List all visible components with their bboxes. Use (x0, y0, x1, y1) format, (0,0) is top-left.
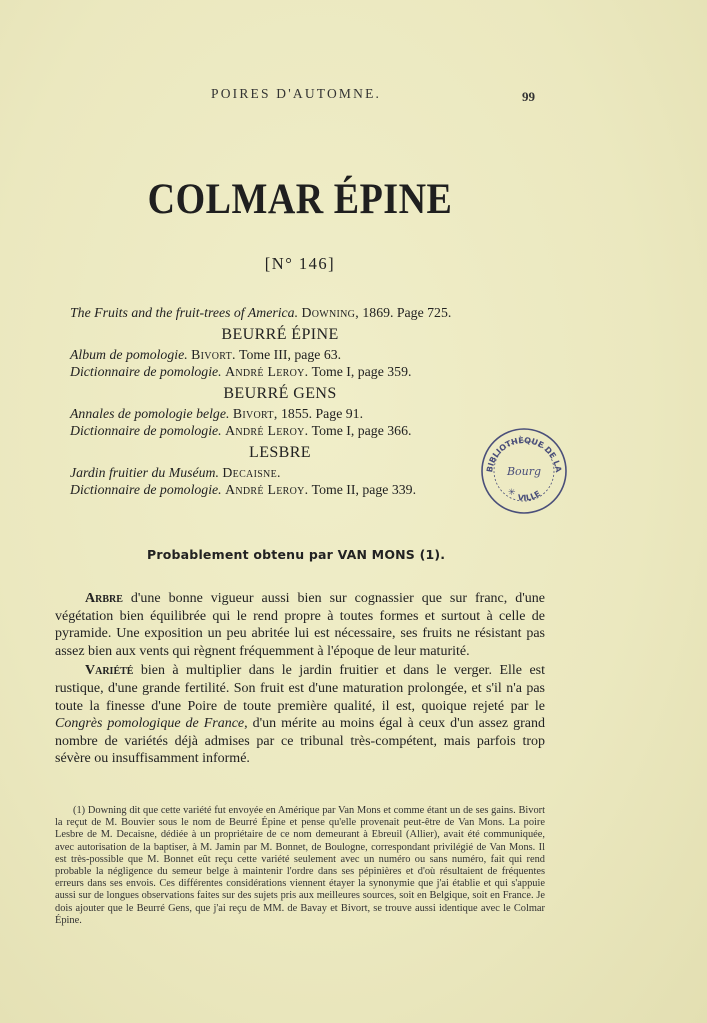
paragraph-variety (55, 662, 545, 768)
paragraph-text: bien à multiplier dans le jardin fruitier et dans le verger. Elle est rustique, d'une grande fertilité. Son fruit est d'une maturation prolongée, et s'il n'a pas toute la finesse d'une Poire de toute première qualité, il est, quoique rejeté par le (55, 663, 545, 714)
reference-details: 1855. Page 91. (281, 406, 364, 421)
reference-author: André Leroy. (225, 364, 309, 379)
reference-author: André Leroy. (225, 423, 309, 438)
reference-work: Dictionnaire de pomologie. (70, 364, 222, 379)
footnote: (1) Downing dit que cette variété fut envoyée en Amérique par Van Mons et comme étant un de ses gains. Bivort la reçut de M. Bouvier sous le nom de Beurré Épine et pense qu'elle provenait peut-être de Van Mons. La poire Lesbre de M. Decaisne, dédiée à un propriétaire de ce nom demeurant à Ebreuil (Allier), avait été communiquée, avec autorisation de la baptiser, à M. Jamin par M. Bonnet, de Boulogne, correspondant privilégié de Van Mons. Il est très-possible que M. Bonnet eût reçu cette variété seulement avec un numéro ou sans numéro, fait qui rend probable la négligence du semeur belge à maintenir l'ordre dans ses pépinières et d'où résultaient de fréquentes erreurs dans ses envois. Ces différentes considérations viennent étayer la synonymie que j'ai établie et qui s'appuie aussi sur de longues observations faites sur des sujets pris aux meilleures sources, soit en Belgique, soit en France. Je dois ajouter que le Beurré Gens, que j'ai reçu de MM. de Bavay et Bivort, se trouve aussi identique avec le Colmar Épine. (55, 805, 545, 926)
variety-title: COLMAR ÉPINE (147, 175, 453, 224)
term-arbre: Arbre (85, 591, 123, 606)
term-variete: Variété (85, 663, 134, 679)
reference-details: Tome I, page 359. (311, 364, 412, 379)
reference-work: Dictionnaire de pomologie. (70, 482, 222, 497)
running-header (0, 86, 707, 106)
synonym-reference (70, 346, 550, 363)
reference-author: Decaisne. (222, 465, 281, 480)
reference-author: Bivort, (232, 406, 278, 421)
reference-work: Dictionnaire de pomologie. (70, 423, 222, 438)
paragraph-text: d'une bonne vigueur aussi bien sur cognassier que sur franc, d'une végétation bien équilibrée qui le rend propre à toutes formes et surtout à celle de pyramide. Une exposition un peu abritée lui est nécessaire, ses fruits ne résistant pas assez bien aux vents qui règnent fréquemment à l'époque de leur maturité. (55, 591, 545, 659)
library-stamp (478, 425, 570, 517)
page-number: 99 (522, 89, 535, 104)
paragraph-tree (55, 590, 545, 660)
paragraph-text: , d'un mérite au moins égal à ceux d'un assez grand nombre de variétés déjà admises par ce tribunal très-compétent, mais parfois trop sévère ou insuffisamment informé. (55, 716, 545, 767)
stamp-text-bottom: VILLE (517, 489, 543, 503)
description-body (55, 590, 545, 768)
reference-details: Tome II, page 339. (311, 482, 417, 497)
stamp-text-middle: Bourg (506, 465, 542, 478)
reference-author: Bivort. (191, 347, 236, 362)
primary-reference (70, 304, 550, 321)
reference-work: Jardin fruitier du Muséum. (70, 465, 219, 480)
reference-work: Album de pomologie. (70, 347, 188, 362)
synonym-heading: BEURRÉ GENS (223, 385, 337, 402)
reference-details: Tome I, page 366. (311, 423, 412, 438)
reference-details: 1869. Page 725. (362, 305, 452, 320)
reference-author: André Leroy. (225, 482, 309, 497)
star-icon: ✳ (508, 487, 516, 497)
variety-number: [N° 146] (264, 254, 336, 273)
reference-author: Downing, (301, 305, 359, 320)
synonym-reference (70, 405, 550, 422)
stamp-text-top: BIBLIOTHÈQUE DE LA (485, 435, 563, 473)
reference-details: Tome III, page 63. (239, 347, 342, 362)
paragraph-italic: Congrès pomologique de France (55, 716, 245, 732)
reference-work: The Fruits and the fruit-trees of America. (70, 305, 299, 320)
synonym-heading: LESBRE (249, 444, 311, 461)
origin-note: Probablement obtenu par VAN MONS (1). (147, 547, 446, 562)
reference-work: Annales de pomologie belge. (70, 406, 230, 421)
running-title: POIRES D'AUTOMNE. (211, 86, 382, 101)
synonym-heading: BEURRÉ ÉPINE (221, 326, 339, 343)
synonym-reference (70, 363, 550, 380)
